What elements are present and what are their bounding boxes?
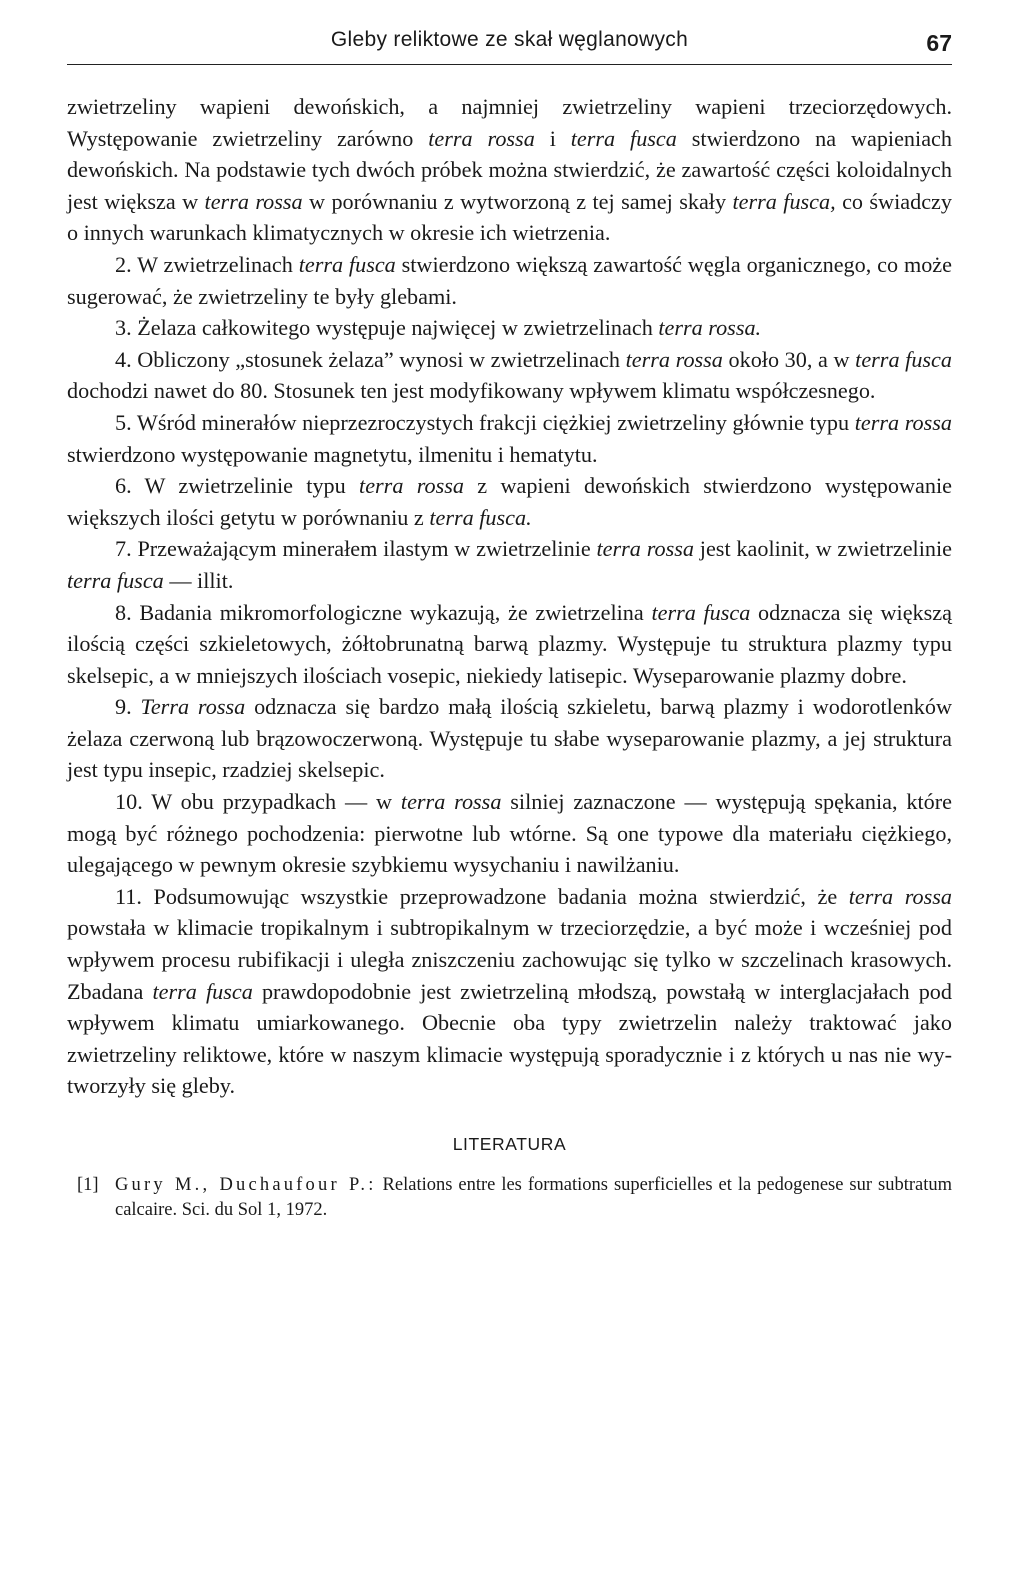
page-number: 67: [926, 30, 952, 56]
italic-term: terra rossa: [204, 188, 303, 214]
text-run: 5. Wśród minerałów nieprzezroczystych frakcji ciężkiej zwietrzeliny głównie typu: [115, 409, 855, 435]
running-header: [67, 22, 952, 65]
text-run: około 30, a w: [722, 346, 856, 372]
paragraph: [67, 881, 952, 1102]
text-run: 2. W zwietrzelinach: [115, 251, 299, 277]
italic-term: terra rossa: [848, 883, 952, 909]
text-run: 7. Przeważającym minerałem ilastym w zwietrzelinie: [115, 536, 597, 562]
text-run: stwierdzono na wapieniach dewońskich. Na podstawie tych dwóch próbek można stwierdzić, że zawartość części koloidalnych jest większa w: [67, 125, 952, 214]
italic-term: terra fusca.: [429, 504, 532, 530]
italic-term: terra rossa: [359, 473, 464, 499]
paragraph: [67, 597, 952, 692]
italic-term: terra rossa: [625, 346, 723, 372]
text-run: stwierdzono występowanie magnetytu, ilmenitu i hematytu.: [67, 441, 598, 467]
italic-term: terra fusca: [570, 125, 677, 151]
text-run: 8. Badania mikromorfologiczne wykazują, że zwietrzelina: [115, 599, 652, 625]
text-run: dochodzi nawet do 80. Stosunek ten jest modyfikowany wpływem klimatu współczesnego.: [67, 378, 876, 404]
text-run: jest kaolinit, w zwietrzelinie: [693, 536, 952, 562]
paragraph: [67, 786, 952, 881]
text-run: 3. Żelaza całkowitego występuje najwięcej w zwietrzelinach: [115, 315, 659, 341]
text-run: 6. W zwietrzelinie typu: [115, 473, 360, 499]
paragraph: [67, 91, 952, 249]
text-run: i: [534, 125, 571, 151]
text-run: 10. W obu przypadkach — w: [115, 789, 401, 815]
reference-number: [1]: [77, 1175, 99, 1195]
text-run: zwietrzeliny wapieni dewońskich, a najmniej zwietrzeliny wapieni trzeciorzędowych. Występowanie zwietrzeliny zarówno: [67, 94, 952, 151]
literature-heading: LITERATURA: [452, 1134, 567, 1154]
reference-text: Relations entre les formations superficielles et la pedogenese sur subtratum calcaire. Sci. du Sol 1, 1972.: [115, 1175, 952, 1220]
paragraph: [67, 691, 952, 786]
paragraph: [67, 312, 952, 344]
body-text: [67, 91, 952, 1102]
text-run: — illit.: [163, 567, 234, 593]
text-run: silniej zaznaczone — występują spękania, które mogą być różnego pochodzenia: pierwotne lub wtórne. Są one typowe dla materiału ciężkiego, ulegającego w pewnym okresie szybkiemu wysychaniu i nawilżaniu.: [67, 789, 952, 878]
text-run: odznacza się bardzo małą ilością szkieletu, barwą plazmy i wodorotlenków żelaza czerwoną lub brązowoczerwoną. Występuje tu słabe wyseparowanie plazmy, a jej struktura jest typu insepic, rzadziej skelsepic.: [67, 694, 952, 783]
paragraph: [67, 249, 952, 312]
italic-term: terra rossa.: [658, 315, 762, 341]
text-run: stwierdzono większą zawartość węgla organicznego, co może sugerować, że zwietrzeliny te były glebami.: [67, 251, 952, 309]
paragraph: [67, 470, 952, 533]
italic-term: terra rossa: [854, 409, 952, 435]
text-run: odznacza się większą ilością części szkieletowych, żółtobrunatną barwą plazmy. Występuje tu struktura plazmy typu skelsepic, a w mniejszych ilościach vosepic, niekiedy latisepic. Wyseparowanie plazmy dobre.: [67, 599, 952, 688]
italic-term: terra fusca: [855, 346, 952, 372]
reference-authors: Gury M., Duchaufour P.:: [115, 1175, 377, 1195]
reference-list: [67, 1173, 952, 1223]
running-title: Gleby reliktowe ze skał węglanowych: [330, 28, 689, 51]
italic-term: terra fusca,: [732, 188, 836, 214]
page: [67, 22, 952, 1223]
paragraph: [67, 407, 952, 470]
italic-term: terra fusca: [298, 251, 396, 277]
italic-term: terra rossa: [428, 125, 535, 151]
italic-term: terra rossa: [400, 789, 502, 815]
italic-term: terra fusca: [651, 599, 751, 625]
italic-term: terra fusca: [152, 978, 253, 1004]
text-run: powstała w klimacie tropikalnym i subtropikalnym w trzeciorzędzie, a być może i wcześniej pod wpływem procesu rubifikacji i uległa zniszczeniu zachowując się tylko w szczelinach krasowych. Zbadana: [67, 915, 952, 1004]
italic-term: terra fusca: [67, 567, 164, 593]
text-run: prawdopodobnie jest zwietrzeliną młodszą, powstałą w interglacjałach pod wpływem klimatu umiarkowanego. Obecnie oba typy zwietrzelin należy traktować jako zwietrzeliny reliktowe, które w naszym klimacie występują sporadycznie i z których u nas nie wytworzyły się gleby.: [67, 978, 952, 1099]
paragraph: [67, 533, 952, 596]
reference-item: [67, 1173, 952, 1223]
italic-term: Terra rossa: [140, 694, 246, 720]
text-run: z wapieni dewońskich stwierdzono występowanie większych ilości getytu w porównaniu z: [67, 473, 952, 530]
text-run: co świadczy o innych warunkach klimatycznych w okresie ich wietrzenia.: [67, 188, 952, 246]
text-run: 11. Podsumowując wszystkie przeprowadzone badania można stwierdzić, że: [115, 883, 849, 909]
text-run: w porównaniu z wytworzoną z tej samej skały: [302, 188, 733, 214]
text-run: 9.: [115, 694, 141, 720]
italic-term: terra rossa: [596, 536, 694, 562]
paragraph: [67, 344, 952, 407]
text-run: 4. Obliczony „stosunek żelaza” wynosi w zwietrzelinach: [115, 346, 626, 372]
